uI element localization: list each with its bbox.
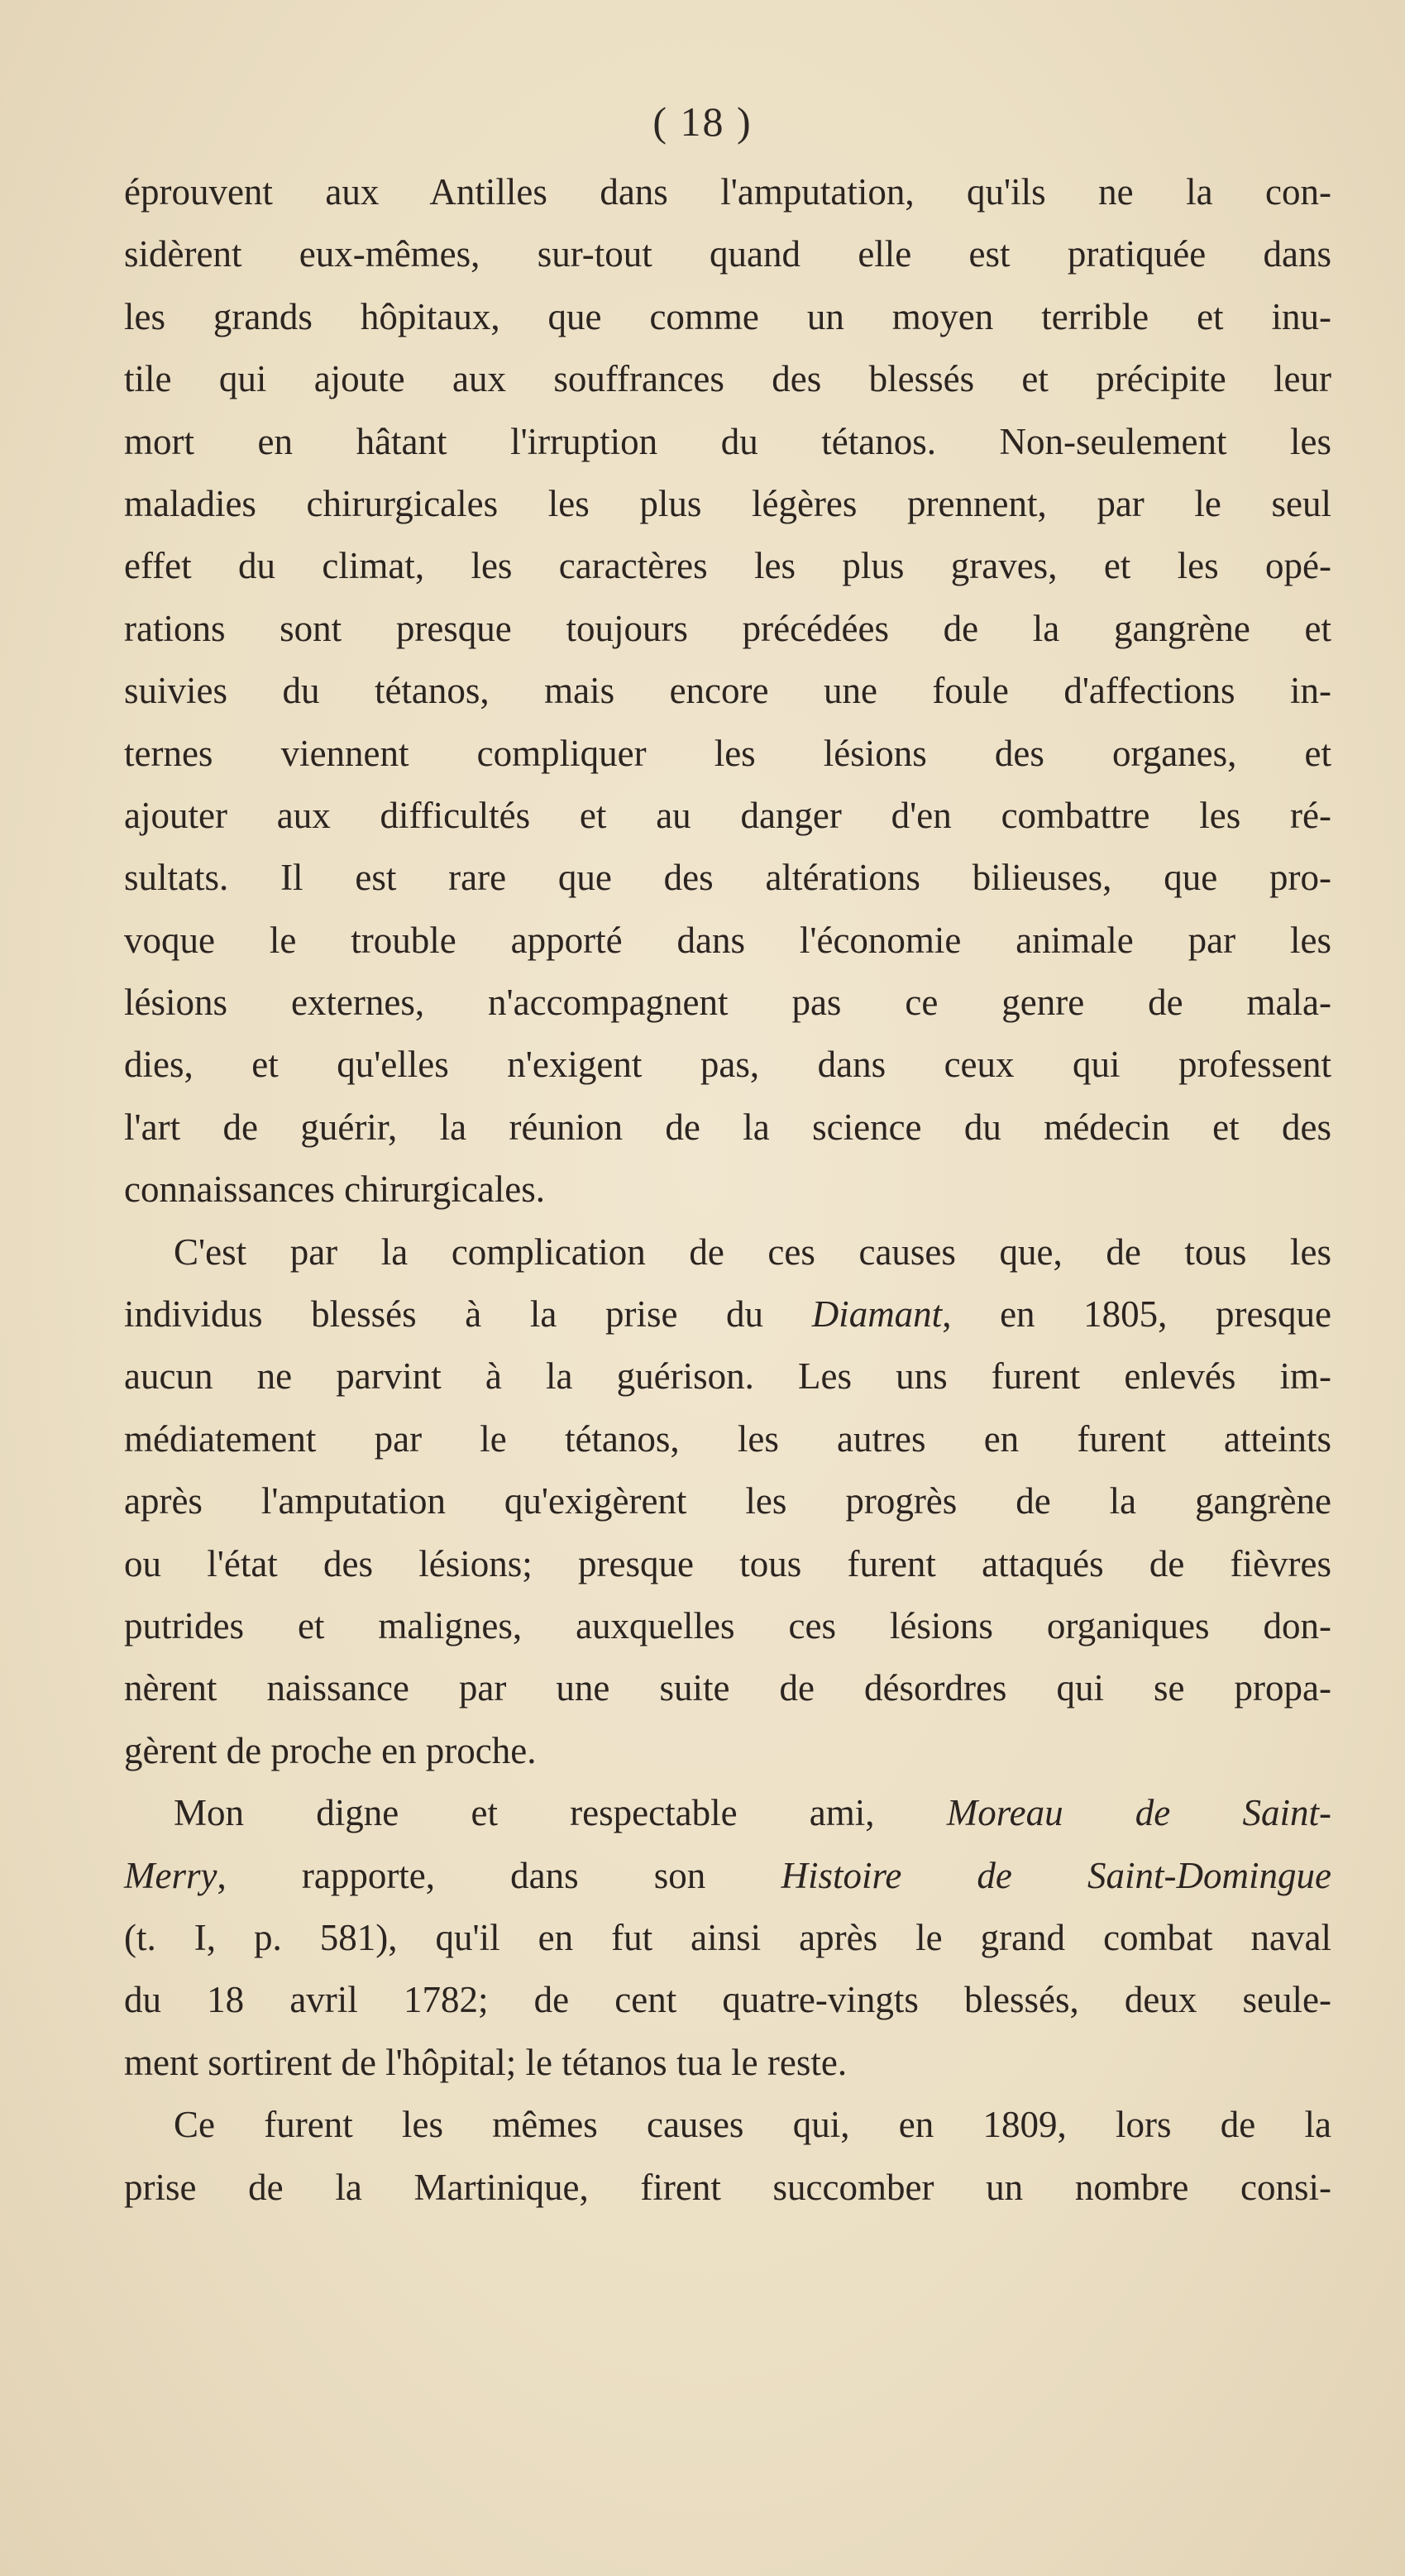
paragraph xyxy=(124,1782,1331,2094)
text-line: C'est par la complication de ces causes que, de tous les xyxy=(174,1231,1331,1273)
text-line xyxy=(124,1283,1331,1345)
text-line: l'art de guérir, la réunion de la science du médecin et des xyxy=(124,1106,1331,1148)
paragraph xyxy=(124,161,1331,1221)
text-run: individus blessés à la prise du xyxy=(124,1293,812,1336)
paragraph xyxy=(124,2094,1331,2219)
italic-text: Diamant xyxy=(811,1293,943,1336)
text-line: suivies du tétanos, mais encore une foule d'affections in- xyxy=(124,670,1331,712)
text-line: Ce furent les mêmes causes qui, en 1809, lors de la xyxy=(174,2104,1331,2146)
text-line: prise de la Martinique, firent succomber un nombre consi- xyxy=(124,2166,1331,2208)
text-line: sidèrent eux-mêmes, sur-tout quand elle est pratiquée dans xyxy=(124,233,1331,275)
text-run: , rapporte, dans son xyxy=(217,1854,781,1896)
text-line: putrides et malignes, auxquelles ces lésions organiques don- xyxy=(124,1604,1331,1646)
text-line: tile qui ajoute aux souffrances des blessés et précipite leur xyxy=(124,358,1331,400)
text-line: du 18 avril 1782; de cent quatre-vingts blessés, deux seule- xyxy=(124,1979,1331,2021)
text-line: après l'amputation qu'exigèrent les progrès de la gangrène xyxy=(124,1480,1331,1522)
text-line: médiatement par le tétanos, les autres en furent atteints xyxy=(124,1417,1331,1460)
text-line: nèrent naissance par une suite de désordres qui se propa- xyxy=(124,1667,1331,1709)
text-line: gèrent de proche en proche. xyxy=(124,1729,537,1771)
text-line: aucun ne parvint à la guérison. Les uns furent enlevés im- xyxy=(124,1355,1331,1398)
text-line xyxy=(124,1782,1331,1844)
italic-text: Merry xyxy=(124,1854,217,1896)
text-run: , en 1805, presque xyxy=(942,1293,1331,1336)
text-line: dies, et qu'elles n'exigent pas, dans ceux qui professent xyxy=(124,1044,1331,1086)
text-line xyxy=(124,1845,1331,1907)
text-line: sultats. Il est rare que des altérations bilieuses, que pro- xyxy=(124,857,1331,899)
text-line: mort en hâtant l'irruption du tétanos. Non-seulement les xyxy=(124,420,1331,462)
page-number: ( 18 ) xyxy=(652,98,753,145)
italic-text: Histoire de Saint-Domingue xyxy=(781,1854,1331,1896)
body-text xyxy=(124,161,1331,2219)
text-run: Mon digne et respectable ami, xyxy=(174,1792,947,1834)
text-line: voque le trouble apporté dans l'économie animale par les xyxy=(124,919,1331,961)
text-line: éprouvent aux Antilles dans l'amputation, qu'ils ne la con- xyxy=(124,171,1331,213)
text-line: ajouter aux difficultés et au danger d'en combattre les ré- xyxy=(124,794,1331,836)
text-line: ternes viennent compliquer les lésions des organes, et xyxy=(124,732,1331,774)
text-line: (t. I, p. 581), qu'il en fut ainsi après le grand combat naval xyxy=(124,1916,1331,1958)
text-line: maladies chirurgicales les plus légères prennent, par le seul xyxy=(124,482,1331,524)
text-line: connaissances chirurgicales. xyxy=(124,1169,545,1211)
text-line: effet du climat, les caractères les plus graves, et les opé- xyxy=(124,545,1331,587)
text-line: rations sont presque toujours précédées de la gangrène et xyxy=(124,607,1331,649)
text-line: ou l'état des lésions; presque tous furent attaqués de fièvres xyxy=(124,1542,1331,1584)
text-line: lésions externes, n'accompagnent pas ce genre de mala- xyxy=(124,982,1331,1024)
italic-text: Moreau de Saint- xyxy=(946,1792,1332,1834)
text-line: les grands hôpitaux, que comme un moyen terrible et inu- xyxy=(124,295,1331,337)
text-line: ment sortirent de l'hôpital; le tétanos tua le reste. xyxy=(124,2041,848,2083)
paragraph xyxy=(124,1221,1331,1783)
